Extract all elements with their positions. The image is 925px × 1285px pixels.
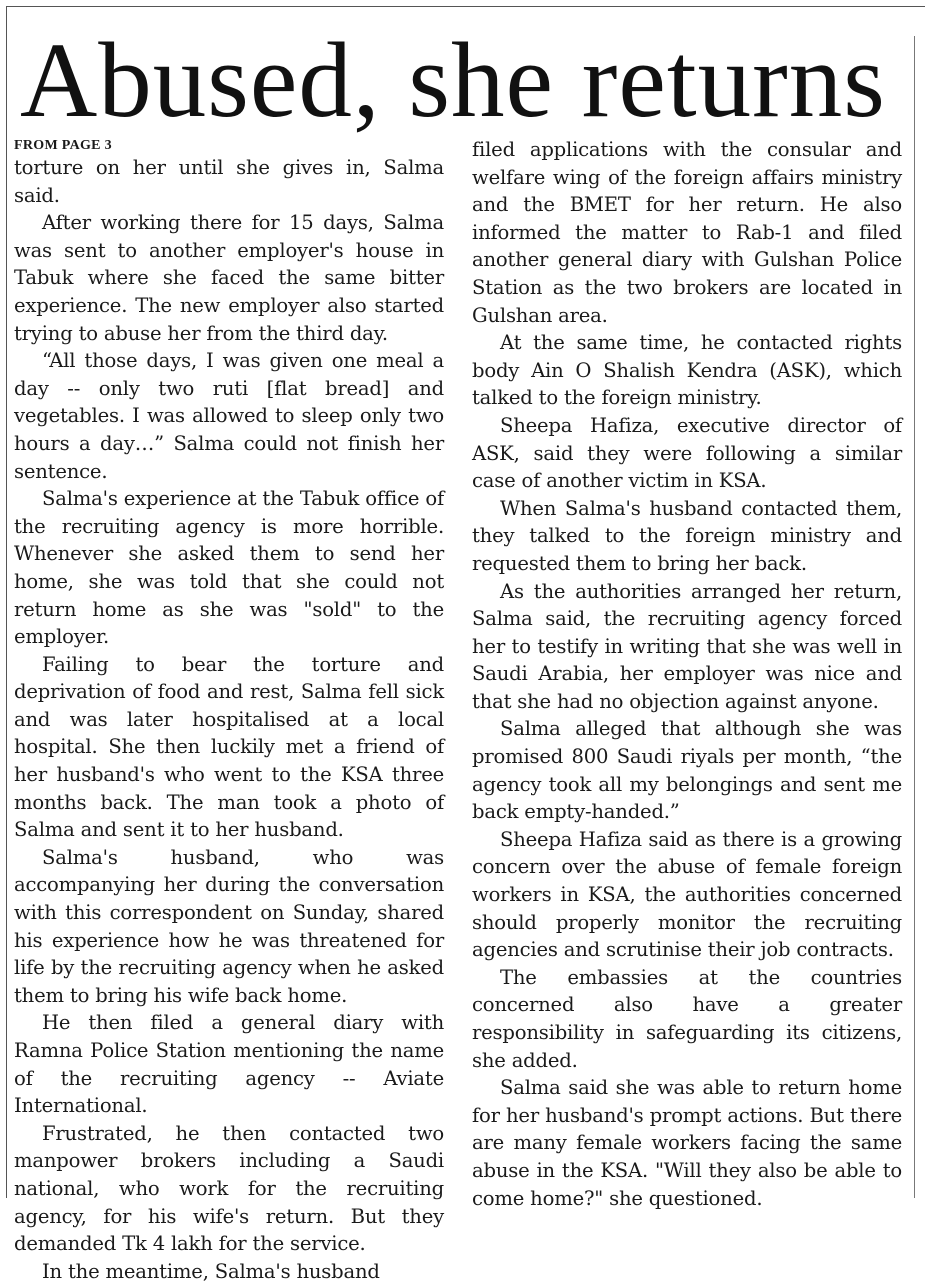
paragraph: filed applications with the consular and welfare wing of the foreign affairs ministry and the BMET for her return. He also informed the matter to Rab-1 and filed another general diary with Gulshan Police Station as the two brokers are located in Gulshan area. [472, 138, 902, 327]
paragraph: At the same time, he contacted rights body Ain O Shalish Kendra (ASK), which talked to the foreign ministry. [472, 331, 902, 410]
paragraph: He then filed a general diary with Ramna Police Station mentioning the name of the recruiting agency -- Aviate International. [14, 1011, 444, 1118]
headline: Abused, she returns [20, 22, 886, 140]
paragraph: torture on her until she gives in, Salma said. [14, 156, 444, 207]
right-column-rule [914, 36, 915, 1198]
paragraph: Salma said she was able to return home for her husband's prompt actions. But there are many female workers facing the same abuse in the KSA. "Will they also be able to come home?" she questioned. [472, 1076, 902, 1210]
top-border-rule [6, 6, 925, 7]
paragraph: The embassies at the countries concerned also have a greater responsibility in safeguarding its citizens, she added. [472, 965, 902, 1072]
paragraph: Salma's husband, who was accompanying her during the conversation with this correspondent on Sunday, shared his experience how he was threatened for life by the recruiting agency when he asked them to bring his wife back home. [14, 845, 444, 1007]
paragraph: As the authorities arranged her return, Salma said, the recruiting agency forced her to testify in writing that she was well in Saudi Arabia, her employer was nice and that she had no objection against anyone. [472, 579, 902, 713]
paragraph: Frustrated, he then contacted two manpower brokers including a Saudi national, who work for the recruiting agency, for his wife's return. But they demanded Tk 4 lakh for the service. [14, 1121, 444, 1256]
paragraph: Sheepa Hafiza said as there is a growing concern over the abuse of female foreign workers in KSA, the authorities concerned should properly monitor the recruiting agencies and scrutinise their job contracts. [472, 827, 902, 962]
right-column [472, 136, 902, 1212]
paragraph: Salma's experience at the Tabuk office of the recruiting agency is more horrible. Whenever she asked them to send her home, she was told that she could not return home as she was "sold" to the employer. [14, 487, 444, 649]
paragraph: Failing to bear the torture and deprivation of food and rest, Salma fell sick and was later hospitalised at a local hospital. She then luckily met a friend of her husband's who went to the KSA three months back. The man took a photo of Salma and sent it to her husband. [14, 652, 444, 842]
kicker: FROM PAGE 3 [14, 138, 112, 153]
paragraph: When Salma's husband contacted them, they talked to the foreign ministry and requested them to bring her back. [472, 496, 902, 575]
left-border-rule [6, 6, 7, 1198]
left-column [14, 138, 444, 1285]
paragraph: Salma alleged that although she was promised 800 Saudi riyals per month, “the agency took all my belongings and sent me back empty-handed.” [472, 717, 902, 824]
paragraph: In the meantime, Salma's husband [42, 1259, 380, 1283]
paragraph: Sheepa Hafiza, executive director of ASK, said they were following a similar case of another victim in KSA. [472, 413, 902, 493]
paragraph: “All those days, I was given one meal a day -- only two ruti [flat bread] and vegetables. I was allowed to sleep only two hours a day…” Salma could not finish her sentence. [14, 349, 444, 483]
paragraph: After working there for 15 days, Salma was sent to another employer's house in Tabuk where she faced the same bitter experience. The new employer also started trying to abuse her from the third day. [14, 211, 444, 345]
